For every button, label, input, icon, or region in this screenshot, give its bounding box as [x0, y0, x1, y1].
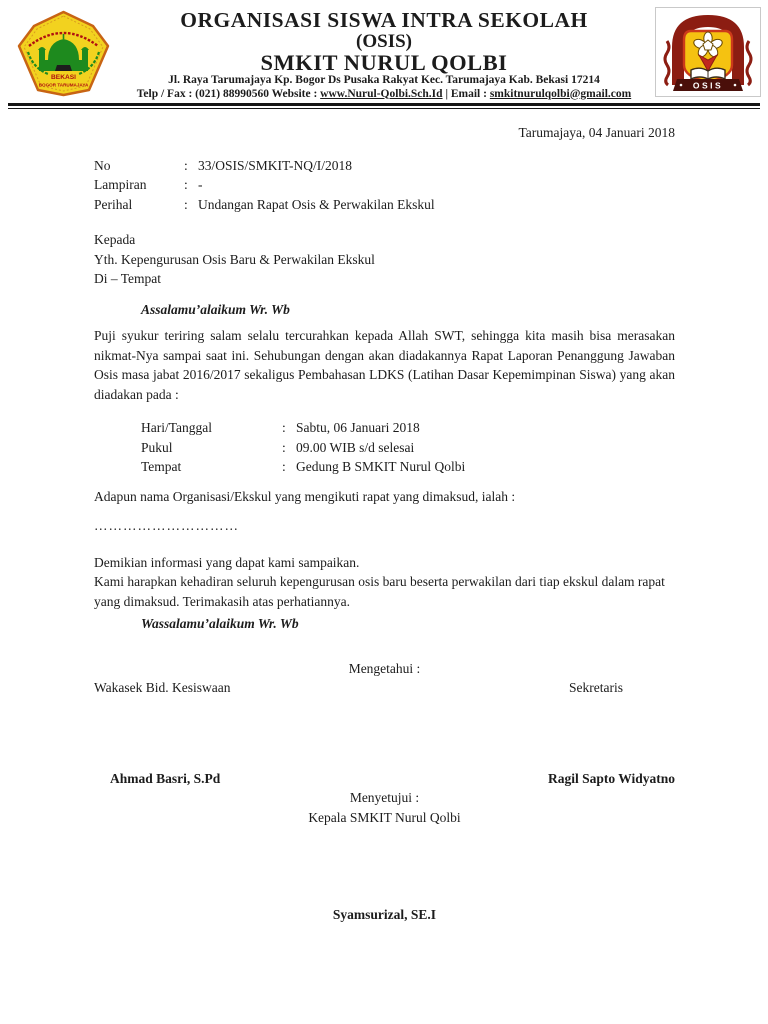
letter-date: Tarumajaya, 04 Januari 2018 — [518, 125, 675, 140]
recipient-line: Di – Tempat — [94, 271, 162, 286]
body-paragraph: Puji syukur teriring salam selalu tercurahkan kepada Allah SWT, sehingga kita masih bisa merasakan nikmat-Nya sampai saat ini. Sehubungan dengan akan diadakannya Rapat Laporan Penanggung Jawaban Osis masa jabat 2016/2017 sekaligus Pembahasan LDKS (Latihan Dasar Kepemimpinan Siswa) yang akan diadakan pada : — [94, 328, 675, 402]
right-signer-role: Sekretaris — [569, 680, 623, 695]
schedule-separator: : — [282, 439, 286, 455]
recipient-block — [94, 230, 675, 289]
schedule-place-value: Gedung B SMKIT Nurul Qolbi — [296, 459, 466, 474]
recipient-line: Yth. Kepengurusan Osis Baru & Perwakilan Ekskul — [94, 251, 375, 267]
letter-number-row — [94, 156, 675, 176]
osis-logo-icon — [655, 7, 761, 97]
organization-abbreviation: (OSIS) — [356, 31, 412, 52]
approve-label: Menyetujui : — [349, 790, 420, 805]
schedule-block — [94, 418, 675, 477]
meta-label: Lampiran — [94, 177, 147, 192]
letter-body — [94, 123, 675, 925]
letterhead — [0, 0, 768, 109]
schedule-separator: : — [282, 420, 286, 435]
school-crest-logo-icon — [15, 10, 112, 97]
closing-block — [94, 553, 675, 612]
opening-salutation: Assalamu’alaikum Wr. Wb — [141, 301, 290, 317]
school-contact-line — [118, 88, 650, 102]
schedule-place-row — [141, 457, 675, 477]
signature-names-row — [94, 769, 675, 789]
schedule-label: Pukul — [141, 439, 173, 455]
school-logo-city-text: BEKASI — [51, 74, 76, 81]
closing-line: Demikian informasi yang dapat kami sampaikan. — [94, 554, 360, 570]
participants-intro: Adapun nama Organisasi/Ekskul yang mengikuti rapat yang dimaksud, ialah : — [94, 488, 516, 504]
closing-line: Kami harapkan kehadiran seluruh kepengurusan osis baru beserta perwakilan dari tiap ekskul dalam rapat yang dimaksud. Terimakasih atas perhatiannya. — [94, 574, 665, 609]
recipient-line: Kepada — [94, 232, 136, 247]
closing-salutation: Wassalamu’alaikum Wr. Wb — [141, 616, 299, 631]
letterhead-text — [118, 9, 650, 101]
approver-name: Syamsurizal, SE.I — [332, 907, 437, 922]
osis-banner-text: OSIS — [692, 80, 724, 91]
school-address: Jl. Raya Tarumajaya Kp. Bogor Ds Pusaka Rakyat Kec. Tarumajaya Kab. Bekasi 17214 — [168, 74, 600, 86]
contact-separator: | Email : — [442, 87, 490, 100]
attachment-value: - — [198, 177, 203, 192]
meta-separator: : — [184, 157, 188, 173]
schedule-day-row — [141, 418, 675, 438]
letter-meta-block — [94, 156, 675, 215]
signature-roles-row — [94, 678, 675, 698]
letter-number-value: 33/OSIS/SMKIT-NQ/I/2018 — [198, 157, 353, 173]
meta-separator: : — [184, 177, 188, 192]
right-signer-name: Ragil Sapto Widyatno — [547, 770, 675, 786]
attachment-row — [94, 175, 675, 195]
fill-in-dotted-line: ………………………… — [94, 518, 239, 533]
contact-prefix: Telp / Fax : (021) 88990560 Website : — [136, 87, 321, 100]
schedule-time-row — [141, 438, 675, 458]
left-signer-name: Ahmad Basri, S.Pd — [110, 770, 221, 786]
acknowledge-label: Mengetahui : — [348, 660, 421, 676]
schedule-separator: : — [282, 459, 286, 474]
schedule-label: Hari/Tanggal — [141, 420, 213, 435]
schedule-day-value: Sabtu, 06 Januari 2018 — [296, 420, 420, 435]
meta-label: Perihal — [94, 196, 133, 212]
subject-value: Undangan Rapat Osis & Perwakilan Ekskul — [198, 196, 435, 212]
schedule-time-value: 09.00 WIB s/d selesai — [296, 439, 415, 455]
schedule-label: Tempat — [141, 459, 182, 474]
school-logo-region-text: BOGOR TARUMAJAYA — [38, 82, 89, 88]
school-name: SMKIT NURUL QOLBI — [260, 50, 508, 75]
website-link: www.Nurul-Qolbi.Sch.Id — [320, 87, 443, 100]
meta-label: No — [94, 157, 111, 173]
email-link: smkitnurulqolbi@gmail.com — [489, 87, 632, 100]
left-signer-role: Wakasek Bid. Kesiswaan — [94, 680, 231, 695]
letterhead-divider — [8, 103, 760, 109]
meta-separator: : — [184, 196, 188, 212]
approver-role: Kepala SMKIT Nurul Qolbi — [308, 809, 461, 825]
subject-row — [94, 195, 675, 215]
organization-name: ORGANISASI SISWA INTRA SEKOLAH — [180, 8, 588, 32]
